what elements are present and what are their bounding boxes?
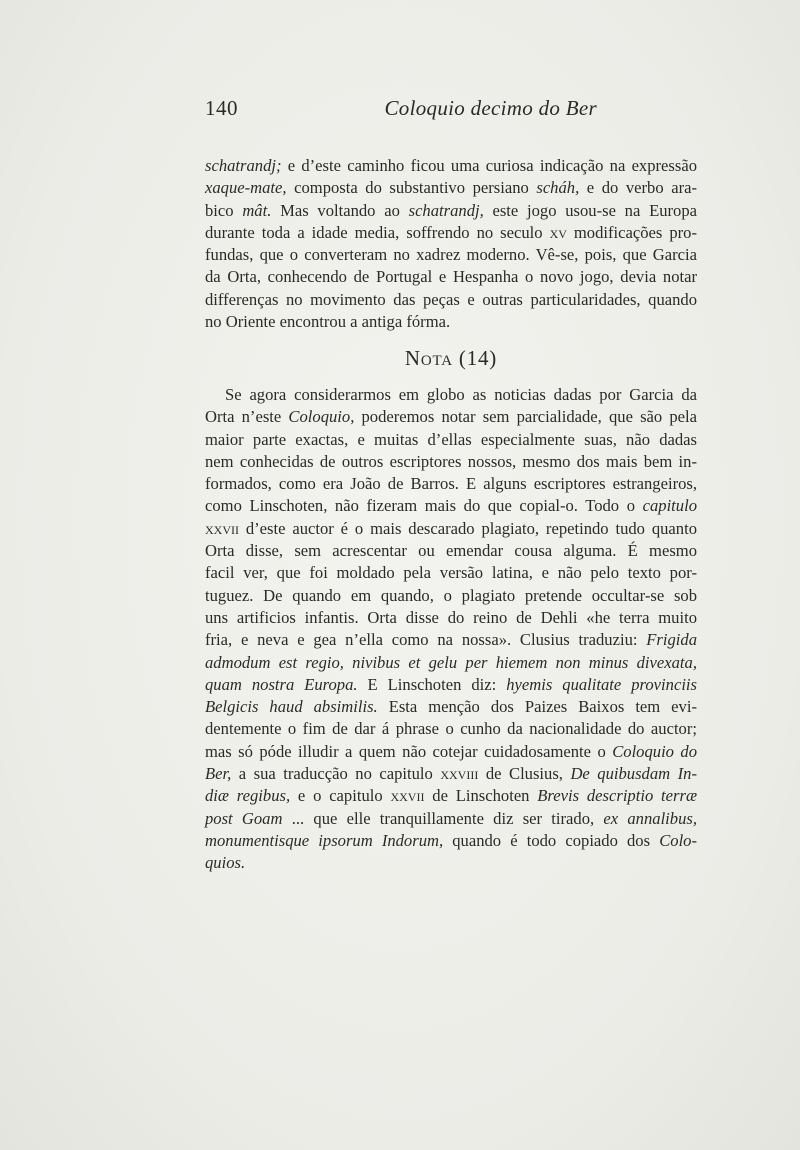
- italic-text: schatrandj,: [408, 200, 484, 220]
- text-run: da Orta, conhecendo de Portugal e Hespanha o novo jogo, devia notar: [205, 267, 697, 287]
- text-line: [205, 289, 697, 311]
- italic-text: De quibusdam In-: [570, 764, 697, 784]
- text-line: [205, 696, 697, 718]
- text-line: [205, 674, 697, 696]
- text-run: de Clusius,: [478, 764, 571, 784]
- text-line: [205, 763, 697, 785]
- text-line: [205, 652, 697, 674]
- italic-text: Brevis descriptio terræ: [537, 786, 698, 806]
- text-line: [205, 852, 697, 874]
- text-run: e do verbo ara-: [579, 178, 697, 198]
- italic-text: monumentisque ipsorum Indorum,: [205, 830, 444, 850]
- text-run: e d’este caminho ficou uma curiosa indicação na expressão: [281, 156, 697, 175]
- text-run: durante toda a idade media, soffrendo no seculo: [205, 222, 550, 242]
- italic-text: capitulo: [642, 496, 697, 516]
- italic-text: xaque-mate,: [205, 178, 287, 198]
- text-run: xxvii: [205, 518, 239, 538]
- text-line: [205, 155, 697, 177]
- text-run: a sua traducção no capitulo: [231, 764, 441, 784]
- text-run: xv: [549, 222, 567, 242]
- text-line: [205, 244, 697, 266]
- text-run: fria, e neva e gea n’ella como na nossa». Clusius traduziu:: [205, 630, 647, 650]
- text-run: formados, como era João de Barros. E alguns escriptores estrangeiros,: [205, 474, 697, 494]
- text-run: modificações pro-: [566, 222, 698, 242]
- page-number: 140: [205, 96, 238, 120]
- text-line: [205, 741, 697, 763]
- text-line: [205, 495, 697, 517]
- text-line: [205, 518, 697, 540]
- text-line: [205, 808, 697, 830]
- text-line: [205, 830, 697, 852]
- text-run: Orta disse, sem acrescentar ou emendar cousa alguma. É mesmo: [205, 541, 697, 561]
- text-run: composta do substantivo persiano: [286, 178, 537, 198]
- italic-text: post Goam: [205, 808, 283, 828]
- text-run: fundas, que o converteram no xadrez moderno. Vê-se, pois, que Garcia: [205, 245, 697, 265]
- italic-text: Coloquio,: [288, 407, 355, 427]
- text-run: como Linschoten, não fizeram mais do que copial-o. Todo o: [205, 496, 643, 516]
- text-run: maior parte exactas, e muitas d’ellas especialmente suas, não dadas: [205, 429, 697, 449]
- italic-text: hyemis qualitate provinciis: [506, 674, 697, 694]
- paragraph-1: [205, 155, 697, 333]
- text-line: [205, 429, 697, 451]
- text-line: [205, 406, 697, 428]
- text-run: dentemente o fim de dar á phrase o cunho da nacionalidade do auctor;: [205, 719, 697, 739]
- text-run: e o capitulo: [290, 786, 391, 806]
- text-run: d’este auctor é o mais descarado plagiato, repetindo tudo quanto: [239, 518, 697, 538]
- text-line: [205, 311, 697, 333]
- italic-text: ex annalibus,: [603, 808, 697, 828]
- text-line: [205, 200, 697, 222]
- text-line: [205, 177, 697, 199]
- text-run: uns artificios infantis. Orta disse do reino de Dehli «he terra muito: [205, 607, 697, 627]
- text-run: de Linschoten: [424, 786, 538, 806]
- section-heading: Nota (14): [404, 346, 498, 370]
- text-run: Esta menção dos Paizes Baixos tem evi-: [377, 697, 697, 717]
- text-run: tuguez. De quando em quando, o plagiato pretende occultar-se sob: [205, 585, 697, 605]
- text-run: Se agora considerarmos em globo as noticias dadas por Garcia da: [225, 385, 697, 404]
- text-line: [205, 562, 697, 584]
- italic-text: Colo-: [659, 830, 698, 850]
- text-run: ... que elle tranquillamente diz ser tirado,: [282, 808, 604, 828]
- text-run: poderemos notar sem parcialidade, que são pela: [354, 407, 698, 427]
- text-run: Orta n’este: [205, 407, 289, 427]
- text-line: [205, 384, 697, 406]
- text-line: [205, 585, 697, 607]
- italic-text: diæ regibus,: [205, 786, 291, 806]
- italic-text: Ber,: [205, 764, 232, 784]
- italic-text: schatrandj;: [205, 156, 282, 175]
- text-run: nem conhecidas de outros escriptores nossos, mesmo dos mais bem in-: [205, 451, 697, 471]
- text-run: mas só póde illudir a quem não cotejar cuidadosamente o: [205, 741, 613, 761]
- italic-text: Frigida: [646, 630, 697, 650]
- text-line: [205, 451, 697, 473]
- text-run: E Linschoten diz:: [357, 674, 507, 694]
- text-line: [205, 785, 697, 807]
- text-run: xxviii: [440, 764, 479, 784]
- italic-text: admodum est regio, nivibus et gelu per hiemem non minus divexata,: [205, 652, 697, 672]
- italic-text: scháh,: [536, 178, 580, 198]
- text-line: [205, 266, 697, 288]
- text-run: Mas voltando ao: [271, 200, 409, 220]
- italic-text: mât.: [242, 200, 272, 220]
- page-header: [205, 96, 597, 126]
- text-run: xxvii: [390, 786, 425, 806]
- italic-text: Coloquio do: [612, 741, 698, 761]
- text-line: [205, 718, 697, 740]
- text-line: [205, 607, 697, 629]
- italic-text: Belgicis haud absimilis.: [205, 697, 378, 717]
- text-run: no Oriente encontrou a antiga fórma.: [205, 312, 451, 332]
- text-line: [205, 222, 697, 244]
- running-title: Coloquio decimo do Ber: [384, 96, 597, 120]
- italic-text: quios.: [205, 853, 246, 873]
- text-run: quando é todo copiado dos: [443, 830, 660, 850]
- italic-text: quam nostra Europa.: [205, 674, 358, 694]
- text-run: este jogo usou-se na Europa: [483, 200, 697, 220]
- text-run: differenças no movimento das peças e outras particularidades, quando: [205, 289, 697, 309]
- text-line: [205, 629, 697, 651]
- text-run: facil ver, que foi moldado pela versão latina, e não pelo texto por-: [205, 563, 697, 583]
- paragraph-2: [205, 384, 697, 875]
- text-line: [205, 473, 697, 495]
- text-run: bico: [205, 200, 243, 220]
- text-line: [205, 540, 697, 562]
